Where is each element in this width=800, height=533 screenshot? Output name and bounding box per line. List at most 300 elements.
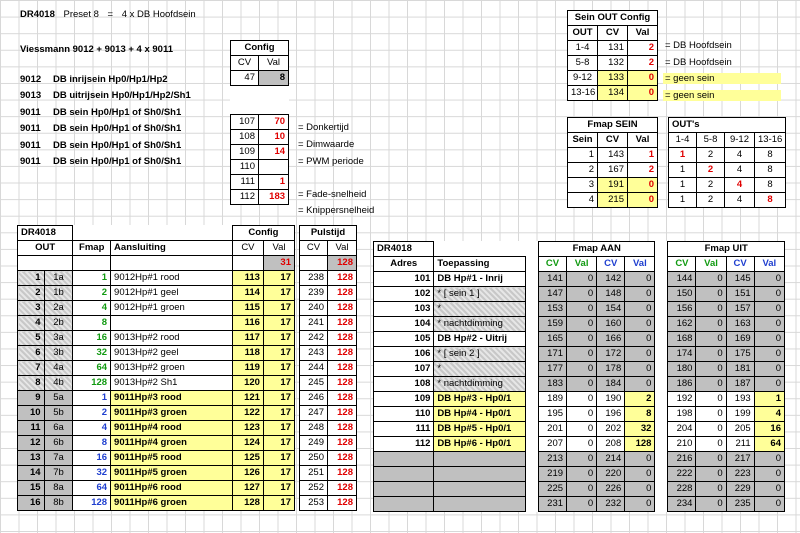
uit-cv2[interactable]: 235 xyxy=(726,497,754,512)
out-number[interactable]: 11 xyxy=(18,421,45,436)
uit-val2[interactable]: 0 xyxy=(754,347,784,362)
aan-val[interactable]: 0 xyxy=(567,437,597,452)
aan-val2-header[interactable]: Val xyxy=(625,257,655,272)
uit-cv[interactable]: 180 xyxy=(668,362,696,377)
out-number[interactable]: 9 xyxy=(18,391,45,406)
aansluiting[interactable]: 9012Hp#1 groen xyxy=(111,301,233,316)
uit-cv[interactable]: 216 xyxy=(668,452,696,467)
out-range[interactable]: 1-4 xyxy=(568,41,598,56)
uit-val[interactable]: 0 xyxy=(696,392,726,407)
out-number[interactable]: 12 xyxy=(18,436,45,451)
config-default-val[interactable]: 31 xyxy=(263,256,294,271)
uit-val[interactable]: 0 xyxy=(696,347,726,362)
config-title-2[interactable]: Config xyxy=(232,226,294,241)
adres[interactable]: 103 xyxy=(374,302,434,317)
aan-cv[interactable]: 147 xyxy=(539,287,567,302)
puls-val[interactable]: 128 xyxy=(328,271,357,286)
out-number[interactable]: 3 xyxy=(18,301,45,316)
out-number[interactable]: 1 xyxy=(18,271,45,286)
fmap-value[interactable]: 8 xyxy=(73,316,111,331)
fmap-sein-cv[interactable]: 215 xyxy=(598,193,628,208)
aan-val[interactable]: 0 xyxy=(567,482,597,497)
out-range[interactable]: 5-8 xyxy=(568,56,598,71)
uit-cv2[interactable]: 163 xyxy=(726,317,754,332)
uit-val2[interactable]: 0 xyxy=(754,482,784,497)
out-sub[interactable]: 6a xyxy=(44,421,73,436)
aan-val2[interactable]: 0 xyxy=(625,452,655,467)
sein-out-val[interactable]: 2 xyxy=(628,56,658,71)
aan-val2[interactable]: 0 xyxy=(625,302,655,317)
output-cv[interactable]: 126 xyxy=(232,466,263,481)
aansluiting[interactable]: 9011Hp#4 rood xyxy=(111,421,233,436)
uit-val[interactable]: 0 xyxy=(696,362,726,377)
puls-cv-header[interactable]: CV xyxy=(300,241,328,256)
puls-cv[interactable]: 248 xyxy=(300,421,328,436)
config-val[interactable] xyxy=(259,160,289,175)
aan-cv2[interactable]: 196 xyxy=(597,407,625,422)
aan-cv[interactable]: 207 xyxy=(539,437,567,452)
puls-cv[interactable]: 251 xyxy=(300,466,328,481)
uit-val2[interactable]: 0 xyxy=(754,497,784,512)
config-title[interactable]: Config xyxy=(231,41,289,56)
output-cv[interactable]: 118 xyxy=(232,346,263,361)
aan-val2[interactable]: 2 xyxy=(625,392,655,407)
toepassing[interactable]: * xyxy=(434,362,526,377)
fmap-sein-val[interactable]: 2 xyxy=(628,163,658,178)
uit-cv[interactable]: 222 xyxy=(668,467,696,482)
out-sub[interactable]: 6b xyxy=(44,436,73,451)
aan-val[interactable]: 0 xyxy=(567,287,597,302)
out-number[interactable]: 16 xyxy=(18,496,45,511)
uit-val2[interactable]: 0 xyxy=(754,377,784,392)
adres[interactable]: 112 xyxy=(374,437,434,452)
uit-val[interactable]: 0 xyxy=(696,407,726,422)
config-val[interactable]: 70 xyxy=(259,115,289,130)
adres[interactable] xyxy=(374,497,434,512)
toepassing[interactable] xyxy=(434,497,526,512)
out-sub[interactable]: 1b xyxy=(44,286,73,301)
output-cv[interactable]: 116 xyxy=(232,316,263,331)
aan-cv[interactable]: 141 xyxy=(539,272,567,287)
aan-cv2[interactable]: 220 xyxy=(597,467,625,482)
uit-cv[interactable]: 192 xyxy=(668,392,696,407)
uit-val2[interactable]: 16 xyxy=(754,422,784,437)
aansluiting[interactable]: 9013Hp#2 rood xyxy=(111,331,233,346)
aan-cv2[interactable]: 232 xyxy=(597,497,625,512)
outs-title[interactable]: OUT's xyxy=(669,118,786,133)
aan-val[interactable]: 0 xyxy=(567,272,597,287)
aan-val[interactable]: 0 xyxy=(567,422,597,437)
uit-val[interactable]: 0 xyxy=(696,452,726,467)
fmap-value[interactable]: 8 xyxy=(73,436,111,451)
uit-val2[interactable]: 0 xyxy=(754,317,784,332)
aan-val[interactable]: 0 xyxy=(567,392,597,407)
out-number[interactable]: 8 xyxy=(18,376,45,391)
fmap-value[interactable]: 16 xyxy=(73,451,111,466)
aansluiting[interactable]: 9012Hp#1 rood xyxy=(111,271,233,286)
output-cv[interactable]: 120 xyxy=(232,376,263,391)
aan-cv2[interactable]: 178 xyxy=(597,362,625,377)
uit-val[interactable]: 0 xyxy=(696,287,726,302)
output-cv[interactable]: 128 xyxy=(232,496,263,511)
aan-cv[interactable]: 159 xyxy=(539,317,567,332)
out-number[interactable]: 15 xyxy=(18,481,45,496)
aan-val2[interactable]: 0 xyxy=(625,377,655,392)
aan-cv2[interactable]: 208 xyxy=(597,437,625,452)
aan-val2[interactable]: 0 xyxy=(625,272,655,287)
out-sub[interactable]: 3a xyxy=(44,331,73,346)
aan-val[interactable]: 0 xyxy=(567,302,597,317)
uit-val[interactable]: 0 xyxy=(696,377,726,392)
toepassing-header[interactable]: Toepassing xyxy=(434,257,526,272)
uit-cv[interactable]: 234 xyxy=(668,497,696,512)
aan-val2[interactable]: 0 xyxy=(625,287,655,302)
uit-cv2[interactable]: 229 xyxy=(726,482,754,497)
uit-cv[interactable]: 204 xyxy=(668,422,696,437)
output-val[interactable]: 17 xyxy=(263,451,294,466)
outs-cell[interactable]: 1 xyxy=(669,178,697,193)
out-header[interactable]: OUT xyxy=(568,26,598,41)
fmap-value[interactable]: 4 xyxy=(73,301,111,316)
aansluiting[interactable]: 9013Hp#2 groen xyxy=(111,361,233,376)
outs-cell[interactable]: 2 xyxy=(697,148,725,163)
adres-header[interactable]: Adres xyxy=(374,257,434,272)
uit-val[interactable]: 0 xyxy=(696,437,726,452)
aan-cv[interactable]: 195 xyxy=(539,407,567,422)
uit-val[interactable]: 0 xyxy=(696,272,726,287)
uit-val-header[interactable]: Val xyxy=(696,257,726,272)
aan-cv2[interactable]: 172 xyxy=(597,347,625,362)
outs-header[interactable]: 1-4 xyxy=(669,133,697,148)
fmap-sein-val[interactable]: 1 xyxy=(628,148,658,163)
uit-cv[interactable]: 156 xyxy=(668,302,696,317)
output-val[interactable]: 17 xyxy=(263,481,294,496)
aansluiting[interactable]: 9011Hp#3 rood xyxy=(111,391,233,406)
toepassing[interactable]: DB Hp#4 - Hp0/1 xyxy=(434,407,526,422)
sein-header[interactable]: Sein xyxy=(568,133,598,148)
aansluiting-header[interactable]: Aansluiting xyxy=(111,241,233,256)
out-sub[interactable]: 7b xyxy=(44,466,73,481)
sein-out-cv[interactable]: 132 xyxy=(598,56,628,71)
uit-cv2[interactable]: 211 xyxy=(726,437,754,452)
uit-cv[interactable]: 228 xyxy=(668,482,696,497)
output-val[interactable]: 17 xyxy=(263,301,294,316)
out-sub[interactable]: 2b xyxy=(44,316,73,331)
uit-val[interactable]: 0 xyxy=(696,317,726,332)
out-number[interactable]: 5 xyxy=(18,331,45,346)
config-val-header[interactable]: Val xyxy=(259,56,289,71)
aan-val2[interactable]: 0 xyxy=(625,482,655,497)
output-val[interactable]: 17 xyxy=(263,316,294,331)
uit-val[interactable]: 0 xyxy=(696,332,726,347)
sein-number[interactable]: 3 xyxy=(568,178,598,193)
sein-number[interactable]: 2 xyxy=(568,163,598,178)
output-val[interactable]: 17 xyxy=(263,421,294,436)
toepassing[interactable]: * nachtdimming xyxy=(434,317,526,332)
puls-val[interactable]: 128 xyxy=(328,436,357,451)
output-val[interactable]: 17 xyxy=(263,346,294,361)
outs-cell[interactable]: 4 xyxy=(725,148,755,163)
aansluiting[interactable]: 9011Hp#5 groen xyxy=(111,466,233,481)
uit-cv2-header[interactable]: CV xyxy=(726,257,754,272)
fmap-sein-val[interactable]: 0 xyxy=(628,193,658,208)
out-number[interactable]: 13 xyxy=(18,451,45,466)
output-val[interactable]: 17 xyxy=(263,466,294,481)
uit-val[interactable]: 0 xyxy=(696,302,726,317)
config-cv[interactable]: 112 xyxy=(231,190,259,205)
output-val[interactable]: 17 xyxy=(263,391,294,406)
uit-cv[interactable]: 144 xyxy=(668,272,696,287)
output-cv[interactable]: 117 xyxy=(232,331,263,346)
config-cv-header[interactable]: CV xyxy=(231,56,259,71)
uit-cv2[interactable]: 181 xyxy=(726,362,754,377)
aan-val[interactable]: 0 xyxy=(567,497,597,512)
aan-cv[interactable]: 213 xyxy=(539,452,567,467)
config-cv[interactable]: 111 xyxy=(231,175,259,190)
fmap-value[interactable]: 4 xyxy=(73,421,111,436)
fmap-value[interactable]: 64 xyxy=(73,481,111,496)
aansluiting[interactable]: 9011Hp#4 groen xyxy=(111,436,233,451)
adres[interactable]: 109 xyxy=(374,392,434,407)
val-header[interactable]: Val xyxy=(263,241,294,256)
aan-cv2[interactable]: 190 xyxy=(597,392,625,407)
uit-val2-header[interactable]: Val xyxy=(754,257,784,272)
puls-val[interactable]: 128 xyxy=(328,406,357,421)
out-sub[interactable]: 1a xyxy=(44,271,73,286)
uit-cv2[interactable]: 145 xyxy=(726,272,754,287)
uit-cv[interactable]: 186 xyxy=(668,377,696,392)
out-number[interactable]: 10 xyxy=(18,406,45,421)
config-val[interactable]: 183 xyxy=(259,190,289,205)
toepassing[interactable]: DB Hp#3 - Hp0/1 xyxy=(434,392,526,407)
aan-val2[interactable]: 32 xyxy=(625,422,655,437)
out-sub[interactable]: 3b xyxy=(44,346,73,361)
uit-cv2[interactable]: 151 xyxy=(726,287,754,302)
outs-cell[interactable]: 8 xyxy=(755,178,786,193)
cv-header[interactable]: CV xyxy=(232,241,263,256)
out-header[interactable]: OUT xyxy=(18,241,73,256)
output-val[interactable]: 17 xyxy=(263,376,294,391)
config-val[interactable]: 10 xyxy=(259,130,289,145)
aan-val[interactable]: 0 xyxy=(567,362,597,377)
config-val[interactable]: 14 xyxy=(259,145,289,160)
config-val[interactable]: 1 xyxy=(259,175,289,190)
aan-val2[interactable]: 8 xyxy=(625,407,655,422)
aansluiting[interactable] xyxy=(111,316,233,331)
outs-cell[interactable]: 1 xyxy=(669,148,697,163)
output-cv[interactable]: 115 xyxy=(232,301,263,316)
puls-val[interactable]: 128 xyxy=(328,466,357,481)
toepassing[interactable]: * [ sein 2 ] xyxy=(434,347,526,362)
fmap-sein-val[interactable]: 0 xyxy=(628,178,658,193)
adres[interactable]: 102 xyxy=(374,287,434,302)
output-val[interactable]: 17 xyxy=(263,496,294,511)
output-cv[interactable]: 113 xyxy=(232,271,263,286)
sein-out-config-title[interactable]: Sein OUT Config xyxy=(568,11,658,26)
toepassing[interactable]: * xyxy=(434,302,526,317)
output-cv[interactable]: 121 xyxy=(232,391,263,406)
uit-val2[interactable]: 64 xyxy=(754,437,784,452)
out-number[interactable]: 6 xyxy=(18,346,45,361)
puls-cv[interactable]: 244 xyxy=(300,361,328,376)
aan-cv2[interactable]: 202 xyxy=(597,422,625,437)
uit-cv2[interactable]: 205 xyxy=(726,422,754,437)
uit-cv[interactable]: 168 xyxy=(668,332,696,347)
sein-out-val[interactable]: 0 xyxy=(628,86,658,101)
outs-cell[interactable]: 2 xyxy=(697,163,725,178)
puls-val[interactable]: 128 xyxy=(328,361,357,376)
config-cv[interactable]: 47 xyxy=(231,71,259,86)
uit-cv2[interactable]: 217 xyxy=(726,452,754,467)
adres[interactable]: 111 xyxy=(374,422,434,437)
toepassing[interactable]: DB Hp#6 - Hp0/1 xyxy=(434,437,526,452)
aan-cv[interactable]: 165 xyxy=(539,332,567,347)
uit-cv-header[interactable]: CV xyxy=(668,257,696,272)
sein-out-cv[interactable]: 134 xyxy=(598,86,628,101)
aan-cv-header[interactable]: CV xyxy=(539,257,567,272)
aansluiting[interactable]: 9013Hp#2 Sh1 xyxy=(111,376,233,391)
aan-val[interactable]: 0 xyxy=(567,407,597,422)
outs-header[interactable]: 13-16 xyxy=(755,133,786,148)
output-cv[interactable]: 124 xyxy=(232,436,263,451)
out-number[interactable]: 4 xyxy=(18,316,45,331)
out-sub[interactable]: 5b xyxy=(44,406,73,421)
outs-cell[interactable]: 1 xyxy=(669,163,697,178)
output-val[interactable]: 17 xyxy=(263,286,294,301)
aan-cv2[interactable]: 214 xyxy=(597,452,625,467)
fmap-sein-title[interactable]: Fmap SEIN xyxy=(568,118,658,133)
fmap-value[interactable]: 32 xyxy=(73,346,111,361)
out-number[interactable]: 7 xyxy=(18,361,45,376)
puls-cv[interactable]: 250 xyxy=(300,451,328,466)
puls-val[interactable]: 128 xyxy=(328,346,357,361)
puls-cv[interactable]: 241 xyxy=(300,316,328,331)
puls-val[interactable]: 128 xyxy=(328,451,357,466)
output-cv[interactable]: 114 xyxy=(232,286,263,301)
right-table-title[interactable]: DR4018 xyxy=(374,242,434,257)
puls-cv[interactable]: 253 xyxy=(300,496,328,511)
puls-cv[interactable]: 240 xyxy=(300,301,328,316)
aansluiting[interactable]: 9012Hp#1 geel xyxy=(111,286,233,301)
config-cv[interactable]: 107 xyxy=(231,115,259,130)
adres[interactable]: 107 xyxy=(374,362,434,377)
out-number[interactable]: 14 xyxy=(18,466,45,481)
uit-val2[interactable]: 0 xyxy=(754,467,784,482)
aan-val[interactable]: 0 xyxy=(567,467,597,482)
fmap-sein-cv[interactable]: 143 xyxy=(598,148,628,163)
uit-val2[interactable]: 0 xyxy=(754,272,784,287)
output-val[interactable]: 17 xyxy=(263,436,294,451)
puls-val[interactable]: 128 xyxy=(328,286,357,301)
aansluiting[interactable]: 9013Hp#2 geel xyxy=(111,346,233,361)
aan-cv2[interactable]: 166 xyxy=(597,332,625,347)
puls-cv[interactable]: 243 xyxy=(300,346,328,361)
aan-cv[interactable]: 189 xyxy=(539,392,567,407)
toepassing[interactable] xyxy=(434,482,526,497)
aan-cv2[interactable]: 154 xyxy=(597,302,625,317)
aan-val2[interactable]: 0 xyxy=(625,362,655,377)
fmap-uit-title[interactable]: Fmap UIT xyxy=(668,242,785,257)
puls-val[interactable]: 128 xyxy=(328,421,357,436)
output-val[interactable]: 17 xyxy=(263,331,294,346)
puls-cv[interactable]: 242 xyxy=(300,331,328,346)
aan-cv[interactable]: 153 xyxy=(539,302,567,317)
toepassing[interactable] xyxy=(434,467,526,482)
puls-val[interactable]: 128 xyxy=(328,376,357,391)
toepassing[interactable]: * [ sein 1 ] xyxy=(434,287,526,302)
fmap-value[interactable]: 64 xyxy=(73,361,111,376)
output-cv[interactable]: 125 xyxy=(232,451,263,466)
cv-header[interactable]: CV xyxy=(598,133,628,148)
toepassing[interactable]: DB Hp#2 - Uitrij xyxy=(434,332,526,347)
pulstijd-title[interactable]: Pulstijd xyxy=(300,226,357,241)
uit-cv2[interactable]: 199 xyxy=(726,407,754,422)
aansluiting[interactable]: 9011Hp#5 rood xyxy=(111,451,233,466)
output-val[interactable]: 17 xyxy=(263,361,294,376)
outs-cell[interactable]: 2 xyxy=(697,193,725,208)
output-val[interactable]: 17 xyxy=(263,271,294,286)
out-sub[interactable]: 4b xyxy=(44,376,73,391)
adres[interactable]: 105 xyxy=(374,332,434,347)
fmap-sein-cv[interactable]: 167 xyxy=(598,163,628,178)
out-number[interactable]: 2 xyxy=(18,286,45,301)
puls-cv[interactable]: 239 xyxy=(300,286,328,301)
sein-out-cv[interactable]: 133 xyxy=(598,71,628,86)
out-sub[interactable]: 8b xyxy=(44,496,73,511)
output-cv[interactable]: 119 xyxy=(232,361,263,376)
aan-cv[interactable]: 219 xyxy=(539,467,567,482)
uit-cv[interactable]: 162 xyxy=(668,317,696,332)
output-cv[interactable]: 127 xyxy=(232,481,263,496)
outs-cell[interactable]: 8 xyxy=(755,193,786,208)
puls-val[interactable]: 128 xyxy=(328,496,357,511)
val-header[interactable]: Val xyxy=(628,26,658,41)
sein-out-val[interactable]: 0 xyxy=(628,71,658,86)
toepassing[interactable] xyxy=(434,452,526,467)
aan-cv2[interactable]: 160 xyxy=(597,317,625,332)
out-sub[interactable]: 5a xyxy=(44,391,73,406)
aan-cv2[interactable]: 226 xyxy=(597,482,625,497)
adres[interactable]: 110 xyxy=(374,407,434,422)
aan-cv[interactable]: 231 xyxy=(539,497,567,512)
uit-val[interactable]: 0 xyxy=(696,422,726,437)
uit-val2[interactable]: 0 xyxy=(754,287,784,302)
uit-cv2[interactable]: 157 xyxy=(726,302,754,317)
aan-cv2[interactable]: 142 xyxy=(597,272,625,287)
puls-cv[interactable]: 249 xyxy=(300,436,328,451)
puls-val[interactable]: 128 xyxy=(328,481,357,496)
out-sub[interactable]: 8a xyxy=(44,481,73,496)
puls-cv[interactable]: 247 xyxy=(300,406,328,421)
uit-cv2[interactable]: 187 xyxy=(726,377,754,392)
uit-val[interactable]: 0 xyxy=(696,482,726,497)
adres[interactable]: 104 xyxy=(374,317,434,332)
uit-val2[interactable]: 0 xyxy=(754,362,784,377)
fmap-value[interactable]: 2 xyxy=(73,406,111,421)
outs-cell[interactable]: 4 xyxy=(725,163,755,178)
config-cv[interactable]: 109 xyxy=(231,145,259,160)
val-header[interactable]: Val xyxy=(628,133,658,148)
aan-val-header[interactable]: Val xyxy=(567,257,597,272)
uit-val2[interactable]: 4 xyxy=(754,407,784,422)
fmap-header[interactable]: Fmap xyxy=(73,241,111,256)
fmap-value[interactable]: 1 xyxy=(73,271,111,286)
uit-val2[interactable]: 0 xyxy=(754,452,784,467)
aansluiting[interactable]: 9011Hp#6 rood xyxy=(111,481,233,496)
uit-val2[interactable]: 1 xyxy=(754,392,784,407)
outs-cell[interactable]: 4 xyxy=(725,193,755,208)
puls-val[interactable]: 128 xyxy=(328,301,357,316)
